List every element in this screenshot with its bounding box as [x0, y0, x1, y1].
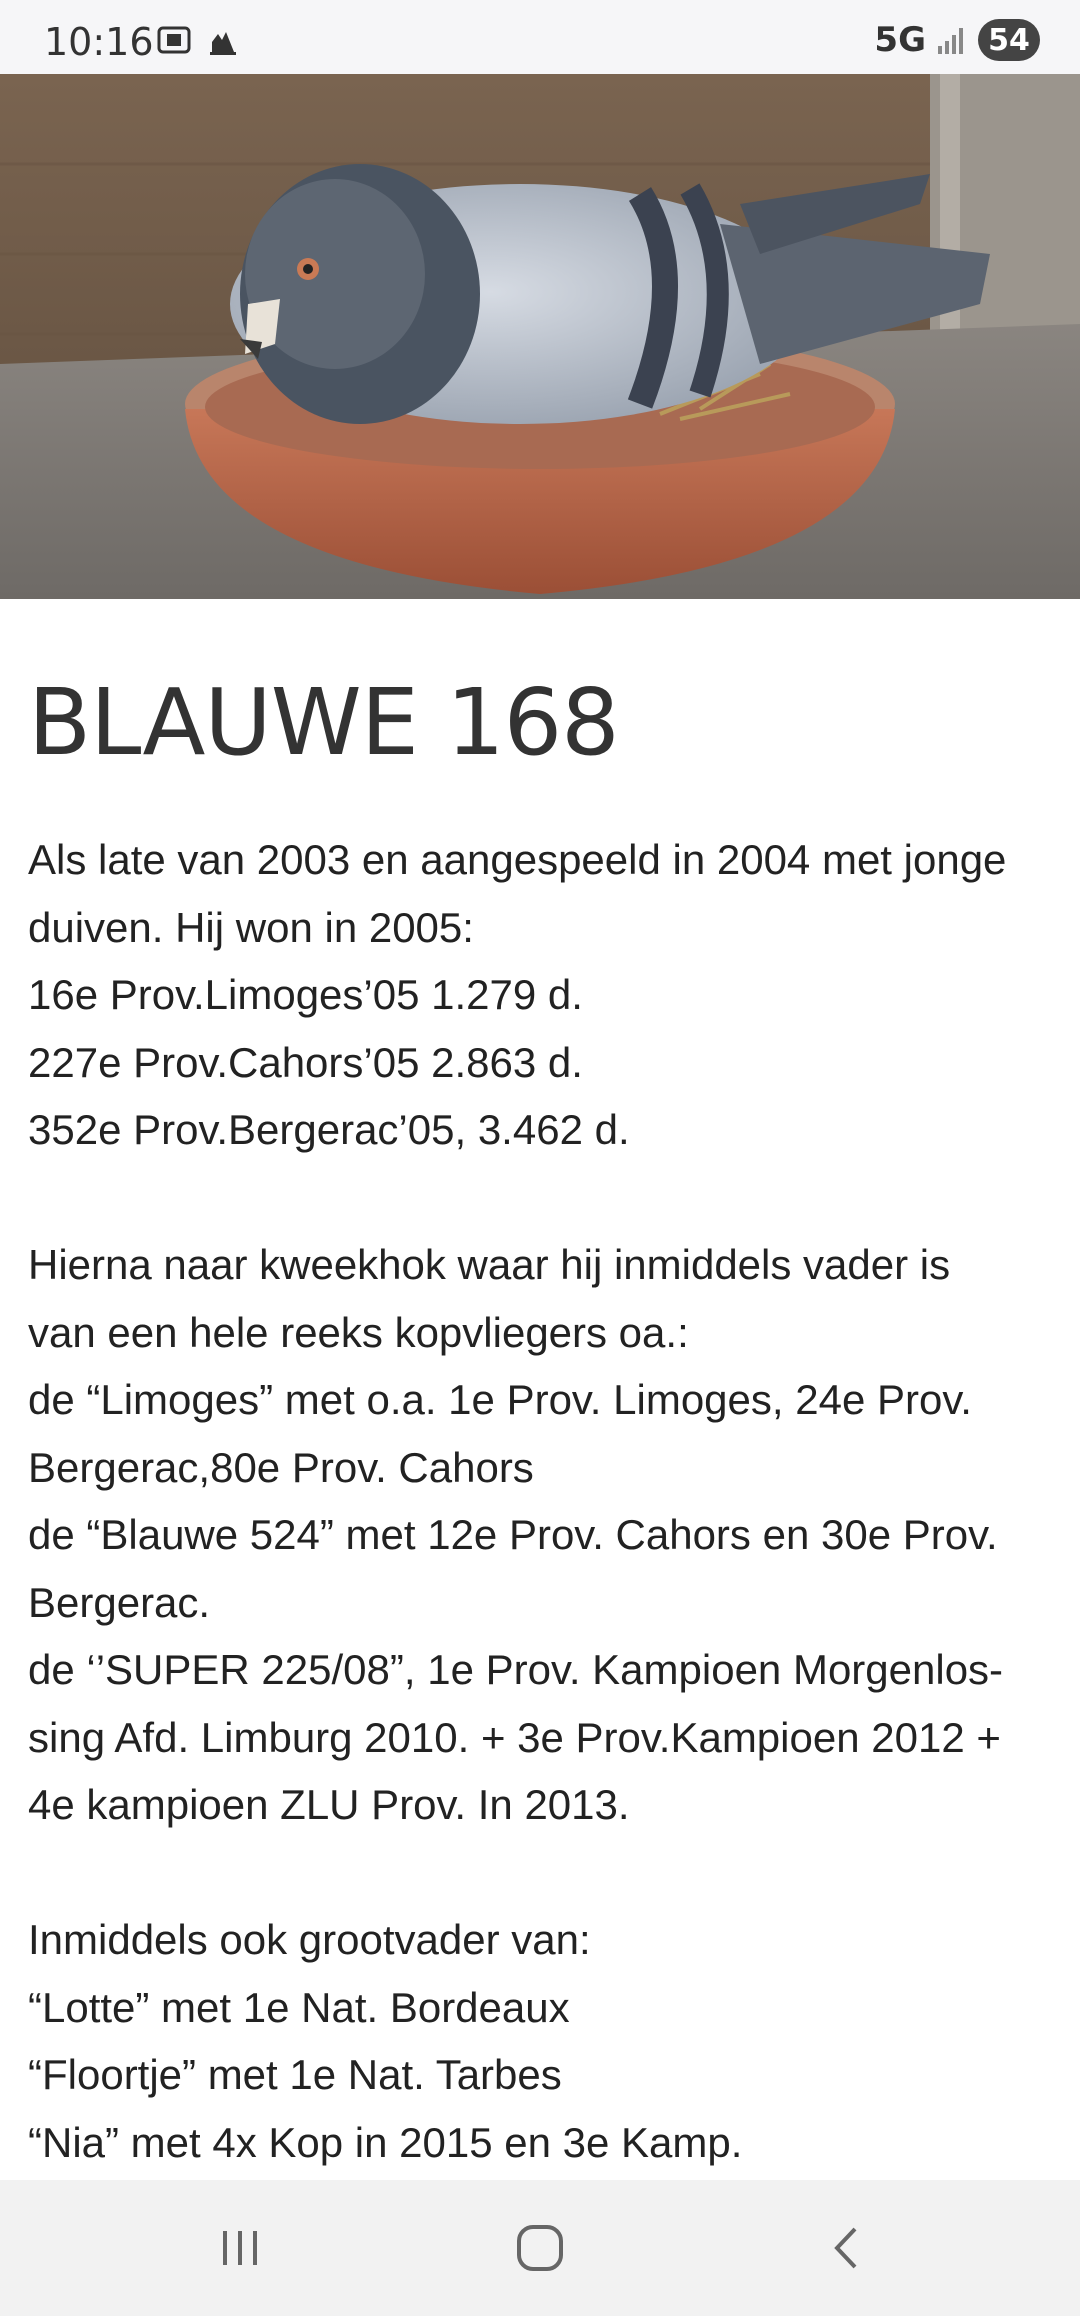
body-line: “Nia” met 4x Kop in 2015 en 3e Kamp.	[28, 2118, 743, 2166]
body-line: Als late van 2003 en aangespeeld in 2004 met jonge	[28, 836, 1007, 883]
body-line: “Floortje” met 1e Nat. Tarbes	[28, 2051, 562, 2098]
pigeon-photo	[0, 74, 1080, 599]
paragraph-gap	[28, 1164, 1052, 1232]
body-line: 352e Prov.Bergerac’05, 3.462 d.	[28, 1106, 630, 1153]
body-line: 227e Prov.Cahors’05 2.863 d.	[28, 1038, 583, 1086]
body-line: Inmiddels ook grootvader van:	[28, 1916, 591, 1963]
back-icon	[821, 2223, 871, 2273]
body-line: sing Afd. Limburg 2010. + 3e Prov.Kampioen 2012 +	[28, 1713, 1001, 1761]
body-line: de ‘’SUPER 225/08”, 1e Prov. Kampioen Morgenlos-	[28, 1646, 1004, 1693]
screenshot-icon	[156, 22, 192, 58]
body-line: 16e Prov.Limoges’05 1.279 d.	[28, 971, 583, 1018]
paragraph-gap	[28, 1839, 1052, 1907]
back-button[interactable]	[806, 2218, 886, 2278]
home-icon	[515, 2223, 565, 2273]
body-line: de “Limoges” met o.a. 1e Prov. Limoges, 24e Prov.	[28, 1376, 972, 1423]
recent-apps-button[interactable]	[200, 2218, 280, 2278]
signal-icon	[936, 24, 968, 56]
page-title: BLAUWE 168	[28, 669, 619, 776]
body-line: Bergerac.	[28, 1578, 211, 1626]
status-right	[874, 18, 1040, 62]
navigation-bar	[0, 2180, 1080, 2316]
article	[28, 600, 1052, 2176]
article-body	[28, 826, 1052, 2176]
network-label: 5G	[874, 20, 926, 60]
body-line: de “Blauwe 524” met 12e Prov. Cahors en 30e Prov.	[28, 1511, 998, 1558]
body-line: van een hele reeks kopvliegers oa.:	[28, 1308, 689, 1356]
body-line: duiven. Hij won in 2005:	[28, 903, 474, 951]
body-line: “Lotte” met 1e Nat. Bordeaux	[28, 1983, 570, 2031]
body-line: 4e kampioen ZLU Prov. In 2013.	[28, 1781, 630, 1828]
body-line: Bergerac,80e Prov. Cahors	[28, 1443, 534, 1491]
home-button[interactable]	[500, 2218, 580, 2278]
status-time: 10:16	[44, 20, 154, 64]
notification-icon	[208, 22, 238, 58]
body-line: Hierna naar kweekhok waar hij inmiddels vader is	[28, 1241, 951, 1288]
status-bar	[0, 0, 1080, 74]
hero-image	[0, 74, 1080, 599]
battery-badge: 54	[978, 19, 1040, 61]
recent-apps-icon	[215, 2223, 265, 2273]
